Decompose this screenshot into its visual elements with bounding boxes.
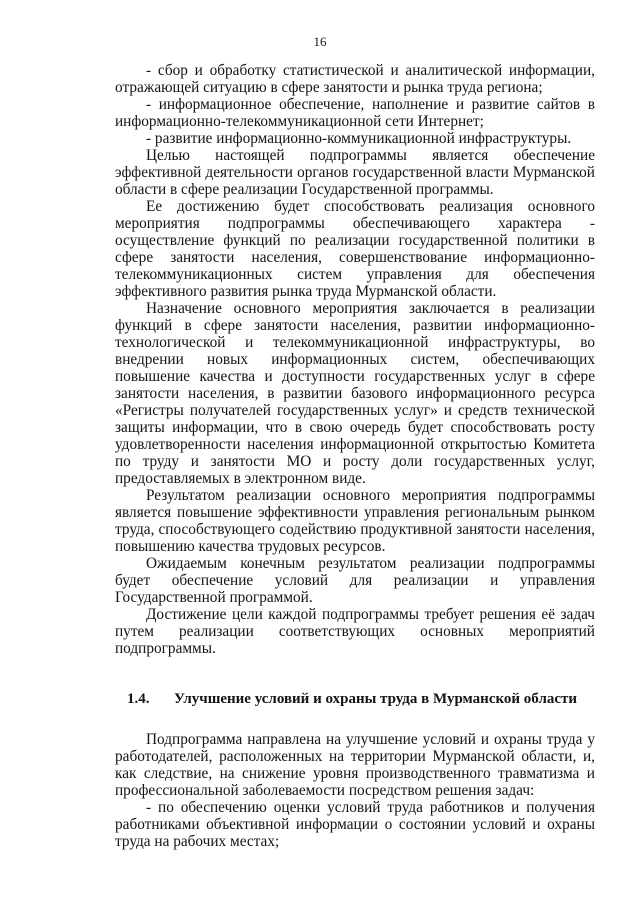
paragraph-bullet-statistics: - сбор и обработку статистической и аналитической информации, отражающей ситуацию в сфере занятости и рынка труда региона;	[115, 62, 595, 96]
paragraph-subprogram-direction: Подпрограмма направлена на улучшение условий и охраны труда у работодателей, расположенных на территории Мурманской области, и, как следствие, на снижение уровня производственного травматизма и профессиональной заболеваемости посредством решения задач:	[115, 731, 595, 799]
paragraph-achievement: Ее достижению будет способствовать реализация основного мероприятия подпрограммы обеспечивающего характера - осуществление функций по реализации государственной политики в сфере занятости населения, совершенствование информационно-телекоммуникационных систем управления для обеспечения эффективного развития рынка труда Мурманской области.	[115, 198, 595, 300]
paragraph-purpose: Назначение основного мероприятия заключается в реализации функций в сфере занятости населения, развитии информационно-технологической и телекоммуникационной инфраструктуры, во внедрении новых информационных систем, обеспечивающих повышение качества и доступности государственных услуг в сфере занятости населения, в развитии базового информационного ресурса «Регистры получателей государственных услуг» и средств технической защиты информации, что в свою очередь будет способствовать росту удовлетворенности населения информационной открытостью Комитета по труду и занятости МО и росту доли государственных услуг, предоставляемых в электронном виде.	[115, 300, 595, 487]
paragraph-expected-result: Ожидаемым конечным результатом реализации подпрограммы будет обеспечение условий для реализации и управления Государственной программой.	[115, 555, 595, 606]
paragraph-goal: Целью настоящей подпрограммы является обеспечение эффективной деятельности органов государственной власти Мурманской области в сфере реализации Государственной программы.	[115, 147, 595, 198]
section-heading	[115, 691, 595, 708]
section-title: Улучшение условий и охраны труда в Мурманской области	[174, 691, 578, 707]
paragraph-bullet-websites: - информационное обеспечение, наполнение и развитие сайтов в информационно-телекоммуникационной сети Интернет;	[115, 96, 595, 130]
paragraph-goal-achievement: Достижение цели каждой подпрограммы требует решения её задач путем реализации соответствующих основных мероприятий подпрограммы.	[115, 606, 595, 657]
paragraph-bullet-infrastructure: - развитие информационно-коммуникационной инфраструктуры.	[146, 130, 572, 147]
document-body	[115, 62, 595, 850]
section-number: 1.4.	[127, 691, 150, 707]
paragraph-bullet-assessment: - по обеспечению оценки условий труда работников и получения работниками объективной информации о состоянии условий и охраны труда на рабочих местах;	[115, 799, 595, 850]
paragraph-result: Результатом реализации основного мероприятия подпрограммы является повышение эффективности управления региональным рынком труда, способствующего содействию продуктивной занятости населения, повышению качества трудовых ресурсов.	[115, 487, 595, 555]
page-number: 16	[313, 34, 327, 49]
